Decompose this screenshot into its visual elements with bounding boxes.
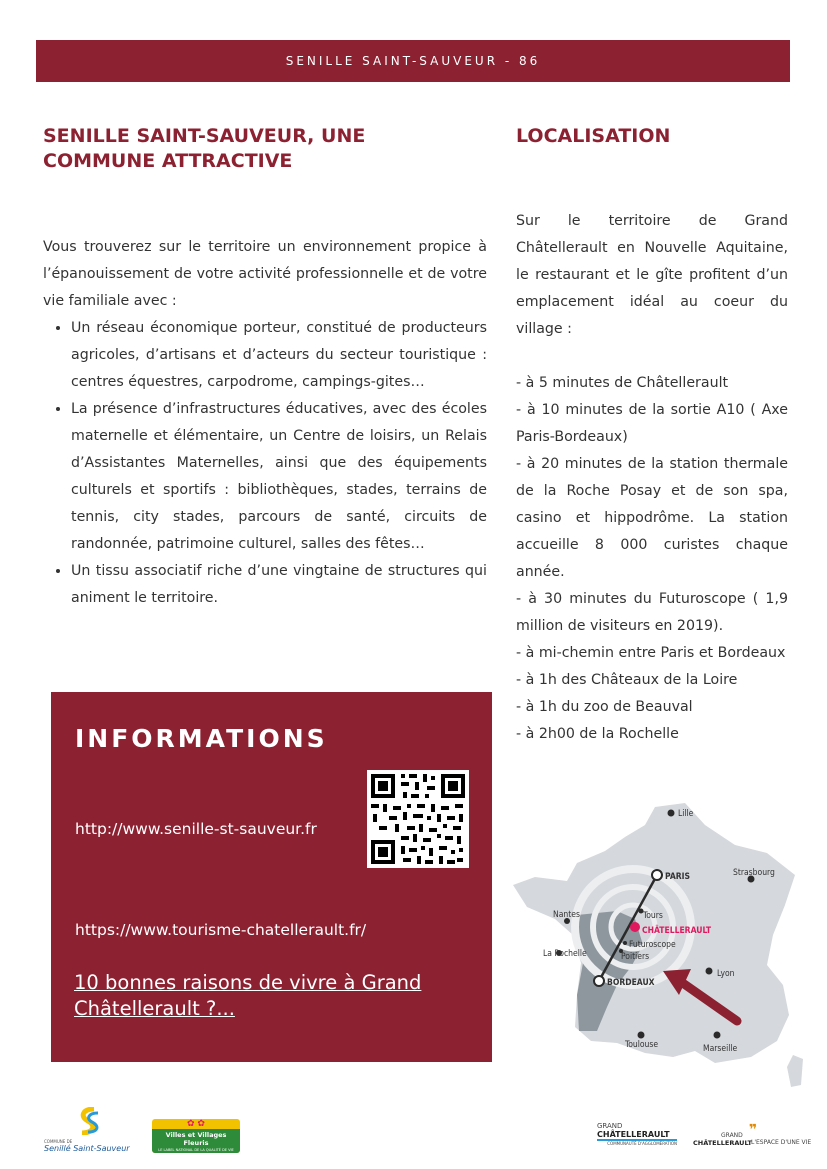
- list-item: - à mi-chemin entre Paris et Bordeaux: [516, 645, 786, 661]
- villes-fleuris-logo: [152, 1119, 240, 1153]
- gc-sub-text: COMMUNAUTÉ D'AGGLOMÉRATION: [607, 1141, 677, 1146]
- spacer: [516, 343, 788, 370]
- list-item: - à 1h du zoo de Beauval: [516, 699, 693, 715]
- list-item: - à 5 minutes de Châtellerault: [516, 375, 729, 391]
- grand-chatellerault-logo: [597, 1122, 677, 1147]
- gc2-grand-text: GRAND: [721, 1132, 743, 1139]
- gc-name-text: CHÂTELLERAULT: [597, 1130, 677, 1141]
- city-label: Tours: [643, 911, 663, 921]
- city-label: Toulouse: [625, 1040, 659, 1050]
- commune-logo: [44, 1107, 136, 1153]
- city-label: CHÂTELLERAULT: [642, 926, 712, 936]
- city-label: Nantes: [553, 910, 580, 920]
- list-item: • Un réseau économique porteur, constitué de producteurs agricoles, d’artisans et d’acteurs du secteur touristique : centres équestres, carpodrome, campings-gites…: [71, 315, 487, 396]
- chatellerault-tagline-logo: [693, 1122, 812, 1152]
- localisation-intro: Sur le territoire de Grand Châtellerault en Nouvelle Aquitaine, le restaurant et le gîte profitent d’un emplacement idéal au coeur du village :: [516, 213, 788, 337]
- commune-name-text: Senillé Saint-Sauveur: [44, 1144, 130, 1153]
- city-label: Marseille: [703, 1044, 738, 1054]
- list-item: - à 30 minutes du Futuroscope ( 1,9 million de visiteurs en 2019).: [516, 591, 788, 634]
- commune-small-text: COMMUNE DE: [44, 1139, 73, 1144]
- qr-code: [367, 770, 469, 868]
- list-item: • Un tissu associatif riche d’une vingtaine de structures qui animent le territoire.: [71, 558, 487, 612]
- flower-icon: ✿ ✿: [187, 1119, 205, 1129]
- reasons-article-link[interactable]: 10 bonnes raisons de vivre à Grand Châtellerault ?...: [74, 971, 422, 1020]
- city-label: La Rochelle: [543, 949, 587, 959]
- commune-s-icon: [44, 1107, 136, 1135]
- left-body: [43, 234, 487, 612]
- list-item: • La présence d’infrastructures éducatives, avec des écoles maternelle et élémentaire, un Centre de loisirs, un Relais d’Assistantes Maternelles, ainsi que des équipements culturels et sportifs : bibliothèques, stades, terrains de tennis, city stades, parcours de santé, circuits de randonnée, patrimoine culturel, salles des fêtes…: [71, 396, 487, 558]
- list-item: - à 2h00 de la Rochelle: [516, 726, 679, 742]
- quote-icon: ❞: [749, 1122, 758, 1138]
- qr-code-icon: [367, 770, 469, 868]
- info-title: INFORMATIONS: [75, 724, 328, 753]
- france-map: [505, 795, 812, 1095]
- intro-paragraph: Vous trouverez sur le territoire un environnement propice à l’épanouissement de votre activité professionnelle et de votre vie familiale avec :: [43, 239, 487, 309]
- tourism-website-link[interactable]: https://www.tourisme-chatellerault.fr/: [75, 921, 367, 939]
- list-item: - à 20 minutes de la station thermale de la Roche Posay et de son spa, casino et hippodrôme. La station accueille 8 000 curistes chaque année.: [516, 456, 788, 580]
- city-label: Futuroscope: [629, 940, 676, 950]
- list-item: - à 10 minutes de la sortie A10 ( Axe Paris-Bordeaux): [516, 402, 788, 445]
- left-heading: SENILLE SAINT-SAUVEUR, UNE COMMUNE ATTRACTIVE: [43, 125, 366, 172]
- city-label: Poitiers: [621, 952, 650, 962]
- villes-fleuris-subtext: LE LABEL NATIONAL DE LA QUALITÉ DE VIE: [152, 1147, 240, 1153]
- header-title: SENILLE SAINT-SAUVEUR - 86: [285, 54, 541, 68]
- gc2-tagline-text: L'ESPACE D'UNE VIE: [751, 1139, 812, 1146]
- benefits-list: [43, 315, 487, 612]
- right-heading: LOCALISATION: [516, 125, 671, 147]
- france-map-graphic: [505, 795, 812, 1095]
- corsica-shape: [787, 1055, 803, 1087]
- gc2-name-text: CHÂTELLERAULT: [693, 1139, 752, 1147]
- city-label: Lille: [678, 809, 694, 819]
- info-box: [51, 692, 492, 1062]
- commune-website-link[interactable]: http://www.senille-st-sauveur.fr: [75, 820, 317, 838]
- city-label: BORDEAUX: [607, 978, 655, 988]
- right-body: [516, 208, 788, 748]
- gc-grand-text: GRAND: [597, 1122, 623, 1130]
- city-label: Strasbourg: [733, 868, 775, 878]
- city-label: PARIS: [665, 872, 690, 882]
- list-item: - à 1h des Châteaux de la Loire: [516, 672, 738, 688]
- header-banner: [36, 40, 790, 82]
- city-label: Lyon: [717, 969, 735, 979]
- villes-fleuris-text: Villes et Villages Fleuris: [152, 1129, 240, 1147]
